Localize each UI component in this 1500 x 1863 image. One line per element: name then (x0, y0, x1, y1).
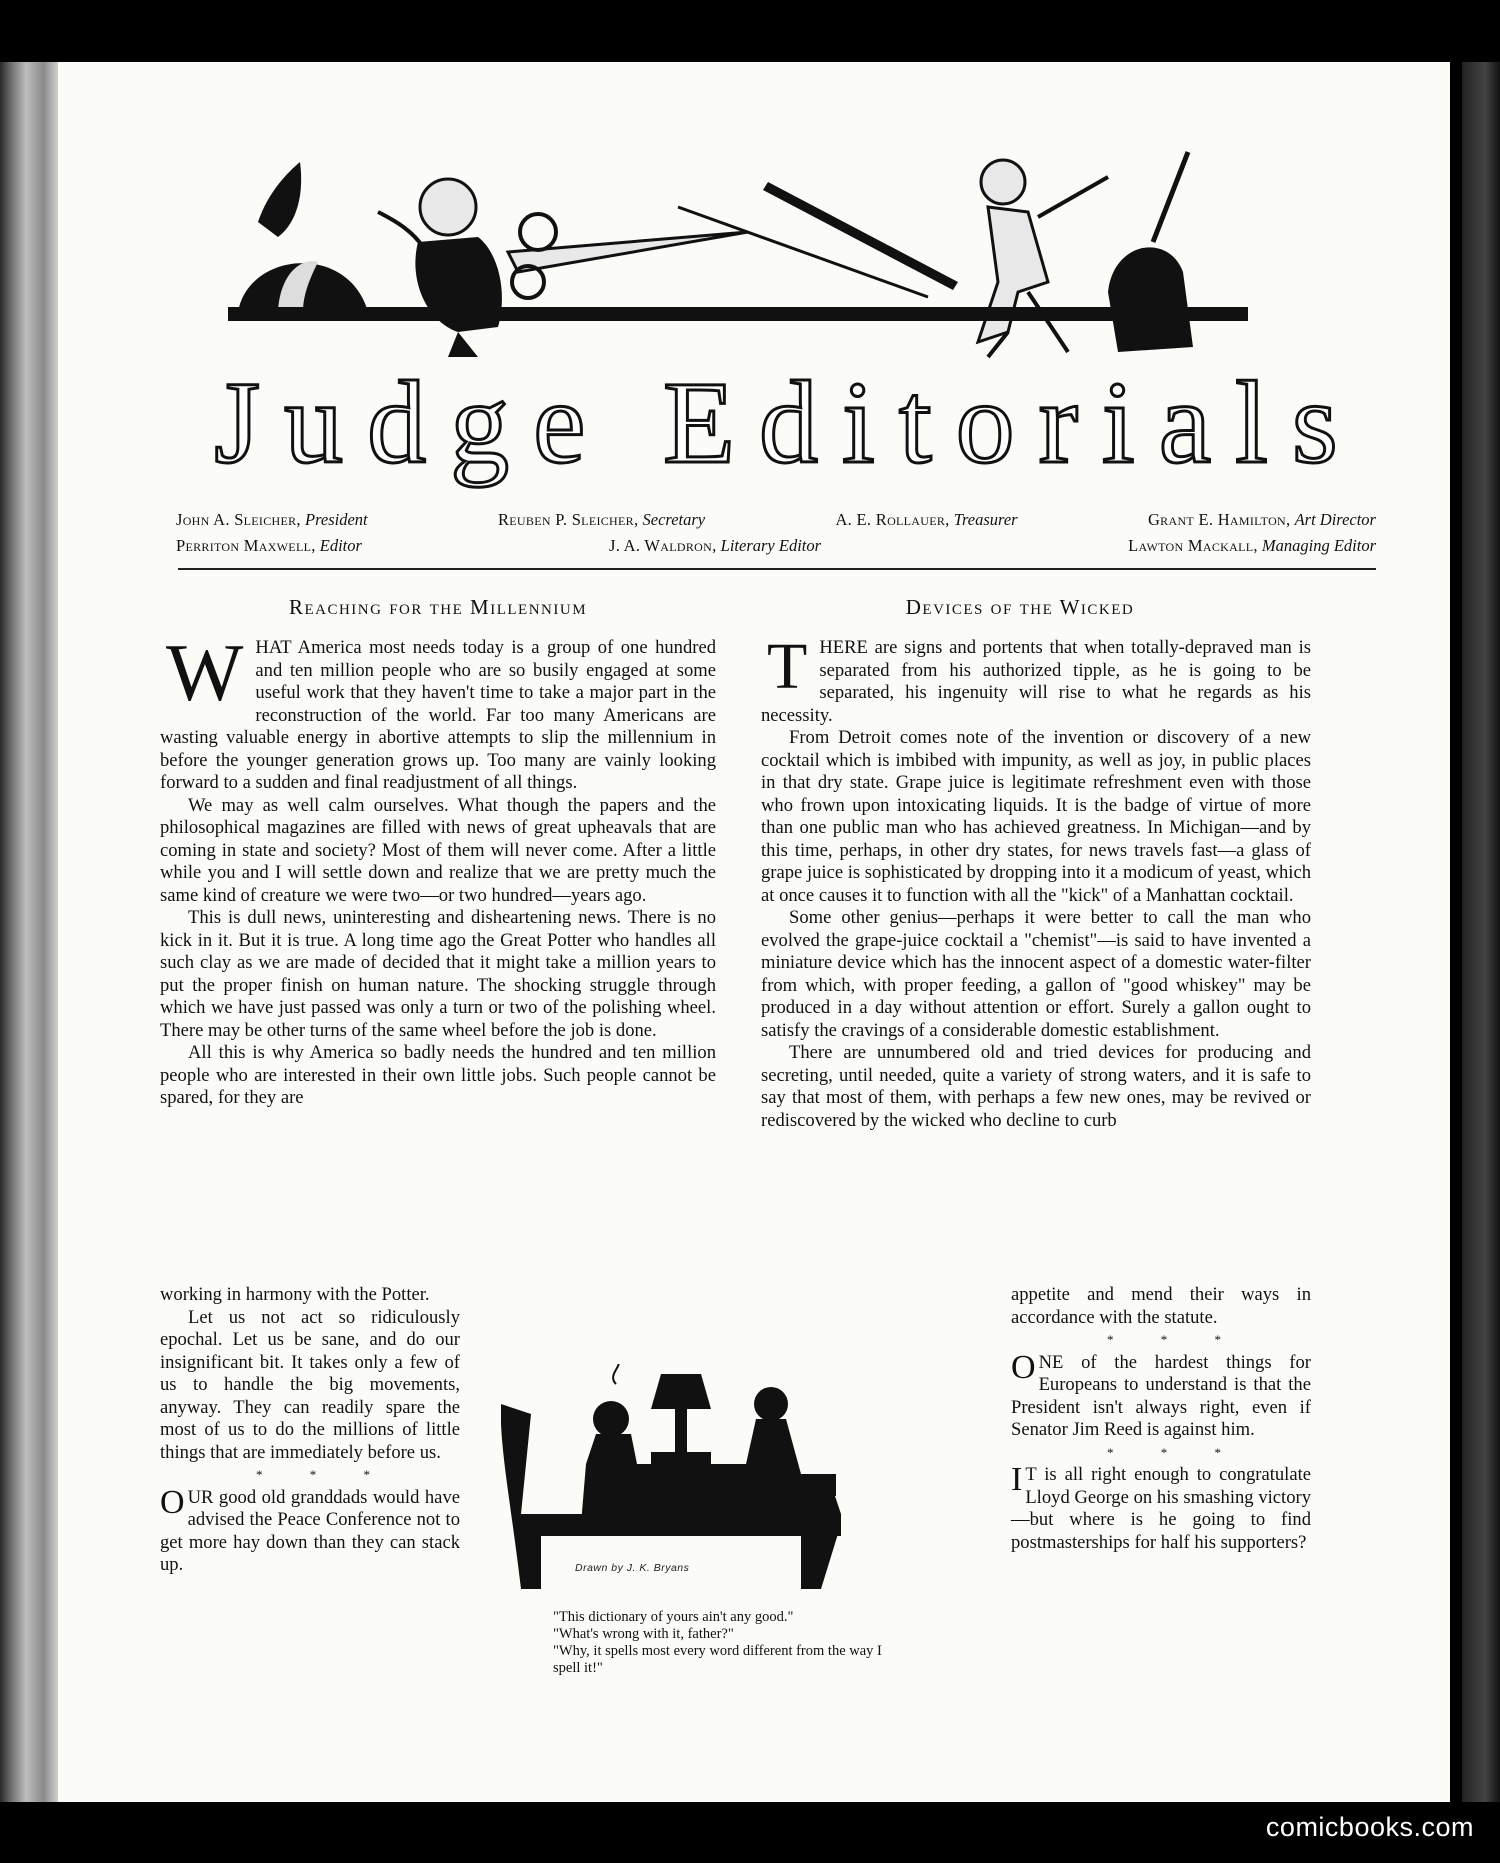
right-separator-2: * * * (1107, 1444, 1243, 1460)
staff-editor: Perriton Maxwell, Editor (176, 536, 362, 555)
right-separator-1: * * * (1107, 1332, 1243, 1347)
left-heading: Reaching for the Millennium (288, 595, 588, 619)
staff-managing-editor: Lawton Mackall, Managing Editor (1128, 536, 1376, 555)
staff-treasurer: A. E. Rollauer, Treasurer (835, 510, 1018, 529)
staff-art-director: Grant E. Hamilton, Art Director (1147, 510, 1376, 529)
left-para-2: We may as well calm ourselves. What though the papers and the philosophical magazines are filled with news of great upheavals that are coming in state and society? Most of them will never come. After a little while you and I will settle down and realize that we are pretty much the same kind of creature we were two—or two hundred—years ago. (160, 794, 716, 906)
cartoon-credit: Drawn by J. K. Bryans (575, 1562, 690, 1574)
drop-cap-w: W (166, 627, 244, 718)
book-binding-right (1462, 62, 1500, 1802)
right-column-top (761, 630, 1311, 1132)
staff-literary-editor: J. A. Waldron, Literary Editor (609, 536, 822, 555)
left-para-4b: working in harmony with the Potter. (160, 1284, 430, 1305)
right-column-bottom (1011, 1284, 1311, 1554)
right-para-1: THERE are signs and portents that when totally-depraved man is separated from his authorized tipple, as he is going to be separated, his ingenuity will rise to what he regards as his necessity. (761, 630, 1311, 726)
caption-line-1: "This dictionary of yours ain't any good." (553, 1609, 794, 1625)
staff-secretary: Reuben P. Sleicher, Secretary (497, 510, 706, 529)
staff-credits (176, 510, 1376, 562)
left-column-bottom (160, 1284, 460, 1577)
right-para-2: From Detroit comes note of the invention or discovery of a new cocktail which is imbibed with impunity, as well as joy, in public places in that dry state. Grape juice is legitimate refreshment even with those who frown upon intoxicating liquids. It is the badge of virtue of more than one public man who has achieved greatness. In Michigan—and by this time, perhaps, in other dry states, for news travels fast—a glass of grape juice is sophisticated by dropping into it a modicum of yeast, which at once causes it to function with all the "kick" of a Manhattan cocktail. (761, 727, 1311, 906)
cartoon-caption (553, 1609, 883, 1677)
right-para-3: Some other genius—perhaps it were better to call the man who evolved the grape-juice cocktail a "chemist"—is said to have invented a miniature device which has the innocent aspect of a domestic water-filter from which, with proper feeding, a gallon of "good whiskey" may be produced in a day without attention or effort. Surely a gallon ought to satisfy the cravings of a considerable domestic establishment. (761, 907, 1311, 1041)
right-para-6: I T is all right enough to congratulate Lloyd George on his smashing victory—but where is he going to find postmasterships for half his supporters? (1011, 1461, 1311, 1553)
book-binding-left (0, 62, 58, 1802)
left-para-6: OUR good old granddads would have advised the Peace Conference not to get more hay down than they can stack up. (160, 1483, 460, 1575)
drop-cap-t: T (767, 630, 808, 703)
staff-row-2 (176, 536, 1376, 556)
left-column-top (160, 627, 716, 1110)
right-para-4a: There are unnumbered old and tried devices for producing and secreting, until needed, quite a variety of strong waters, and it is safe to say that most of them, with perhaps a few new ones, may be revived or rediscovered by the wicked who decline to curb (761, 1042, 1311, 1131)
magazine-page (58, 62, 1450, 1802)
caption-line-2: "What's wrong with it, father?" (553, 1626, 734, 1642)
left-para-3: This is dull news, uninteresting and disheartening news. There is no kick in it. But it is true. A long time ago the Great Potter who handles all such clay as we are made of decided that it might take a million years to put the proper finish on human nature. The shocking struggle through which we have just passed was only a turn or two of the polishing wheel. There may be other turns of the same wheel before the job is done. (160, 907, 716, 1041)
left-para-4a: All this is why America so badly needs the hundred and ten million people who are interested in their own little jobs. Such people cannot be spared, for they are (160, 1042, 716, 1108)
right-para-5: ONE of the hardest things for Europeans to understand is that the President isn't always right, even if Senator Jim Reed is against him. (1011, 1348, 1311, 1440)
svg-text:Judge Editorials: Judge Editorials (214, 362, 1362, 488)
staff-president: John A. Sleicher, President (176, 510, 368, 529)
site-watermark: comicbooks.com (1265, 1812, 1474, 1842)
left-separator: * * * (256, 1467, 392, 1482)
staff-row-1 (176, 510, 1376, 530)
left-para-5: Let us not act so ridiculously epochal. Let us be sane, and do our insignificant bit. It takes only a few of us to handle the big movements, anyway. They can readily spare the most of us to do the millions of little things that are immediately before us. (160, 1306, 460, 1463)
masthead-rule (178, 568, 1376, 570)
left-para-1: WHAT America most needs today is a group of one hundred and ten million people who are so busily engaged at some useful work that they haven't time to take a major part in the reconstruction of the world. Far too many Americans are wasting valuable energy in abortive attempts to slip the millennium in before the younger generation grows up. Too many are vainly looking forward to a sudden and final readjustment of all things. (160, 627, 716, 793)
caption-line-3: "Why, it spells most every word different from the way I spell it!" (553, 1643, 882, 1676)
cartoon-silhouette (501, 1364, 841, 1589)
right-heading: Devices of the Wicked (905, 595, 1135, 619)
right-para-4b: appetite and mend their ways in accordance with the statute. (1011, 1284, 1311, 1328)
masthead-illustration (208, 132, 1338, 367)
page-title (188, 362, 1388, 502)
